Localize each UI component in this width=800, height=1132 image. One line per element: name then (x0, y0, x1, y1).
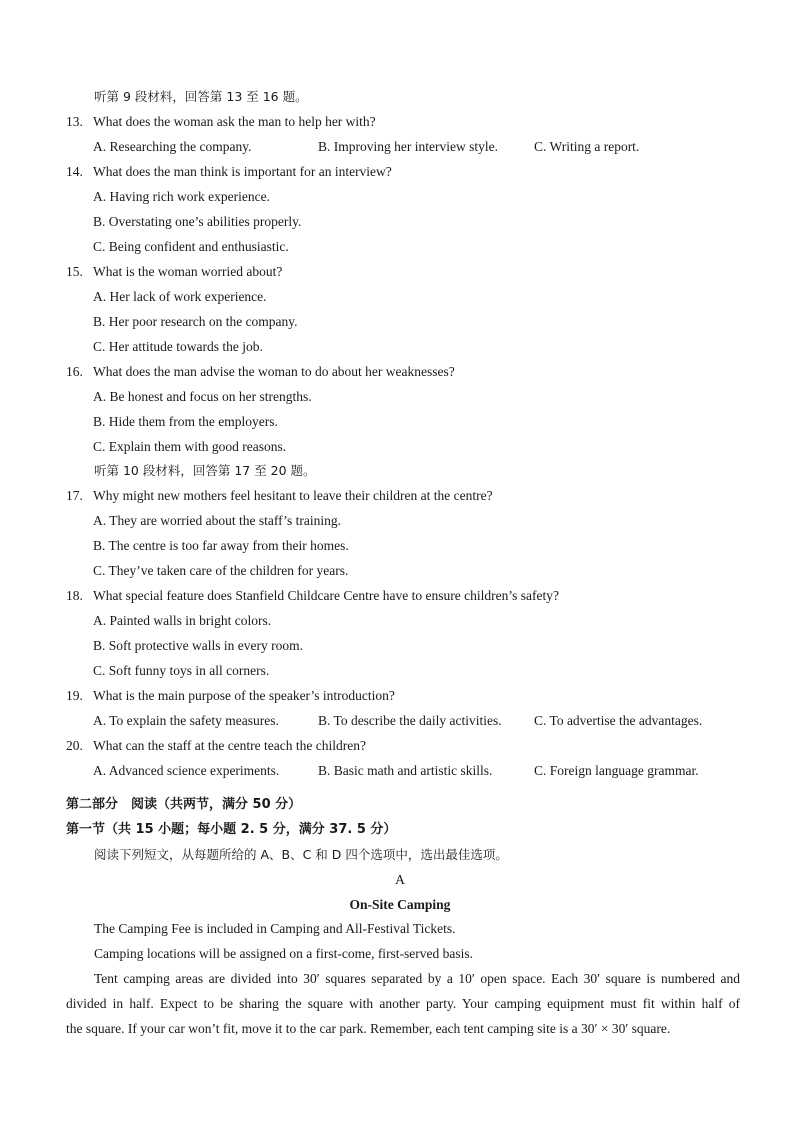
question-14-option-c: C. Being confident and enthusiastic. (93, 239, 289, 254)
question-20-number: 20. (66, 738, 83, 753)
reading-instruction: 阅读下列短文，从每题所给的 A、B、C 和 D 四个选项中，选出最佳选项。 (94, 847, 508, 862)
question-20-option-c: C. Foreign language grammar. (534, 763, 699, 778)
passage-paragraph-3-line-1: Tent camping areas are divided into 30′ squares separated by a 10′ open space. Each 30′ square is numbered and (94, 971, 740, 986)
question-18-number: 18. (66, 588, 83, 603)
question-13-option-a: A. Researching the company. (93, 139, 252, 154)
question-16-option-a: A. Be honest and focus on her strengths. (93, 389, 312, 404)
question-14-number: 14. (66, 164, 83, 179)
question-19-number: 19. (66, 688, 83, 703)
question-16-option-b: B. Hide them from the employers. (93, 414, 278, 429)
question-15-text: What is the woman worried about? (93, 264, 283, 279)
question-19-option-c: C. To advertise the advantages. (534, 713, 703, 728)
passage-title: On-Site Camping (349, 897, 451, 912)
passage-paragraph-2: Camping locations will be assigned on a first-come, first-served basis. (94, 946, 474, 961)
part-two-heading: 第二部分 阅读（共两节，满分 50 分） (66, 797, 302, 812)
question-18-option-a: A. Painted walls in bright colors. (93, 613, 272, 628)
question-15-number: 15. (66, 264, 83, 279)
question-13-text: What does the woman ask the man to help her with? (93, 114, 376, 129)
section-one-heading: 第一节（共 15 小题；每小题 2. 5 分，满分 37. 5 分） (66, 822, 397, 837)
passage-paragraph-3-line-2: divided in half. Expect to be sharing the square with another party. Your camping equipment must fit within half of (66, 996, 740, 1011)
question-17-number: 17. (66, 488, 83, 503)
question-13-number: 13. (66, 114, 83, 129)
question-14-text: What does the man think is important for an interview? (93, 164, 392, 179)
question-18-option-c: C. Soft funny toys in all corners. (93, 663, 270, 678)
question-17-text: Why might new mothers feel hesitant to leave their children at the centre? (93, 488, 493, 503)
question-16-text: What does the man advise the woman to do about her weaknesses? (93, 364, 455, 379)
passage-paragraph-1: The Camping Fee is included in Camping and All-Festival Tickets. (94, 921, 456, 936)
question-13-option-b: B. Improving her interview style. (318, 139, 498, 154)
question-15-option-a: A. Her lack of work experience. (93, 289, 267, 304)
question-19-text: What is the main purpose of the speaker’s introduction? (93, 688, 395, 703)
question-17-option-b: B. The centre is too far away from their homes. (93, 538, 349, 553)
question-20-option-b: B. Basic math and artistic skills. (318, 763, 493, 778)
question-17-option-a: A. They are worried about the staff’s training. (93, 513, 342, 528)
question-18-text: What special feature does Stanfield Childcare Centre have to ensure children’s safety? (93, 588, 559, 603)
listening-instruction-9: 听第 9 段材料，回答第 13 至 16 题。 (94, 89, 308, 104)
question-15-option-b: B. Her poor research on the company. (93, 314, 298, 329)
question-14-option-b: B. Overstating one’s abilities properly. (93, 214, 302, 229)
question-14-option-a: A. Having rich work experience. (93, 189, 270, 204)
listening-instruction-10: 听第 10 段材料，回答第 17 至 20 题。 (94, 463, 316, 478)
question-13-option-c: C. Writing a report. (534, 139, 640, 154)
passage-letter: A (395, 872, 405, 887)
question-17-option-c: C. They’ve taken care of the children for years. (93, 563, 349, 578)
passage-paragraph-3-line-3: the square. If your car won’t fit, move it to the car park. Remember, each tent camping site is a 30′ × 30′ square. (66, 1021, 671, 1036)
question-15-option-c: C. Her attitude towards the job. (93, 339, 263, 354)
question-20-text: What can the staff at the centre teach the children? (93, 738, 366, 753)
question-16-option-c: C. Explain them with good reasons. (93, 439, 287, 454)
question-16-number: 16. (66, 364, 83, 379)
question-19-option-b: B. To describe the daily activities. (318, 713, 502, 728)
question-18-option-b: B. Soft protective walls in every room. (93, 638, 303, 653)
question-19-option-a: A. To explain the safety measures. (93, 713, 279, 728)
question-20-option-a: A. Advanced science experiments. (93, 763, 280, 778)
